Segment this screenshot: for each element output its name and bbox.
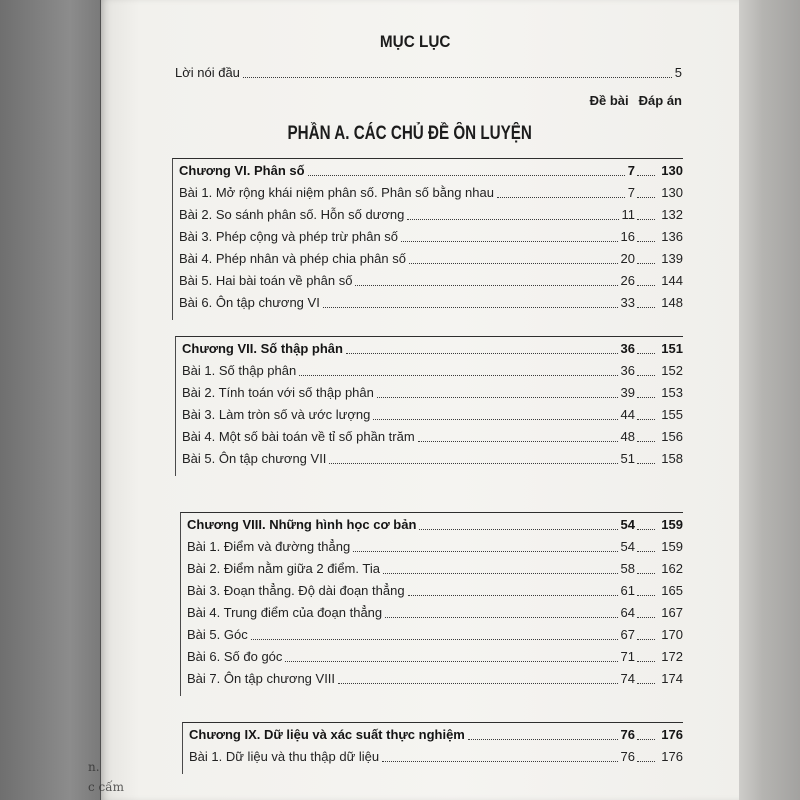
answer-page-number: 139 — [661, 251, 683, 266]
dot-leader — [637, 397, 655, 398]
dot-leader — [637, 241, 655, 242]
exercise-page-number: 33 — [620, 295, 635, 310]
lesson-row — [182, 448, 683, 470]
lesson-row — [187, 624, 683, 646]
exercise-page-number: 61 — [620, 583, 635, 598]
exercise-column-header: Đề bài — [589, 93, 629, 108]
dot-leader — [299, 375, 617, 376]
dot-leader — [338, 683, 618, 684]
dot-leader — [637, 307, 655, 308]
dot-leader — [637, 661, 655, 662]
adjacent-page-text: n. — [88, 760, 100, 774]
lesson-title: Bài 6. Số đo góc — [187, 649, 283, 664]
dot-leader — [637, 219, 655, 220]
lesson-row — [187, 602, 683, 624]
dot-leader — [637, 639, 655, 640]
exercise-page-number: 20 — [620, 251, 635, 266]
lesson-row — [179, 204, 683, 226]
dot-leader — [637, 353, 655, 354]
exercise-page-number: 44 — [620, 407, 635, 422]
answer-page-number: 165 — [661, 583, 683, 598]
lesson-title: Bài 1. Điểm và đường thẳng — [187, 539, 351, 554]
lesson-row — [182, 382, 683, 404]
lesson-row — [179, 248, 683, 270]
lesson-title: Bài 4. Một số bài toán về tỉ số phần trăm — [182, 429, 415, 444]
right-background — [738, 0, 800, 800]
lesson-title: Bài 1. Dữ liệu và thu thập dữ liệu — [189, 749, 380, 764]
dot-leader — [637, 595, 655, 596]
dot-leader — [637, 573, 655, 574]
preface-page-number: 5 — [674, 65, 682, 80]
dot-leader — [409, 263, 618, 264]
lesson-title: Bài 3. Làm tròn số và ước lượng — [182, 407, 371, 422]
lesson-title: Bài 4. Phép nhân và phép chia phân số — [179, 251, 406, 266]
dot-leader — [637, 197, 655, 198]
lesson-title: Bài 7. Ôn tập chương VIII — [187, 671, 336, 686]
dot-leader — [329, 463, 617, 464]
exercise-page-number: 76 — [620, 749, 635, 764]
answer-page-number: 151 — [661, 341, 683, 356]
chapter-section — [172, 158, 683, 320]
dot-leader — [468, 739, 618, 740]
lesson-row — [179, 292, 683, 314]
part-title-text: PHẦN A. CÁC CHỦ ĐỀ ÔN LUYỆN — [287, 123, 533, 144]
dot-leader — [418, 441, 618, 442]
adjacent-page-text: c cấm — [88, 780, 124, 794]
answer-page-number: 130 — [661, 185, 683, 200]
part-title — [100, 120, 720, 148]
column-headers — [540, 90, 682, 112]
answer-page-number: 155 — [661, 407, 683, 422]
lesson-title: Bài 1. Mở rộng khái niệm phân số. Phân số bằng nhau — [179, 185, 494, 200]
exercise-page-number: 11 — [621, 207, 635, 222]
dot-leader — [637, 375, 655, 376]
dot-leader — [377, 397, 618, 398]
dot-leader — [382, 761, 617, 762]
lesson-title: Bài 6. Ôn tập chương VI — [179, 295, 320, 310]
chapter-header-row — [189, 724, 683, 746]
answer-page-number: 159 — [661, 517, 683, 532]
dot-leader — [637, 441, 655, 442]
dot-leader — [497, 197, 625, 198]
answer-page-number: 144 — [661, 273, 683, 288]
page-title — [100, 30, 730, 54]
exercise-page-number: 7 — [627, 185, 635, 200]
dot-leader — [251, 639, 618, 640]
lesson-title: Bài 2. So sánh phân số. Hỗn số dương — [179, 207, 405, 222]
lesson-row — [182, 426, 683, 448]
lesson-row — [189, 746, 683, 768]
chapter-header-row — [179, 160, 683, 182]
exercise-page-number: 67 — [620, 627, 635, 642]
dot-leader — [637, 463, 655, 464]
dot-leader — [243, 77, 672, 78]
lesson-title: Bài 5. Hai bài toán về phân số — [179, 273, 353, 288]
lesson-title: Bài 3. Đoạn thẳng. Độ dài đoạn thẳng — [187, 583, 405, 598]
dot-leader — [637, 285, 655, 286]
exercise-page-number: 36 — [620, 363, 635, 378]
lesson-title: Bài 5. Góc — [187, 627, 248, 642]
lesson-title: Bài 2. Tính toán với số thập phân — [182, 385, 374, 400]
exercise-page-number: 58 — [620, 561, 635, 576]
dot-leader — [353, 551, 617, 552]
dot-leader — [637, 529, 655, 530]
answer-page-number: 174 — [661, 671, 683, 686]
adjacent-page-surface — [0, 0, 100, 800]
dot-leader — [637, 175, 655, 176]
exercise-page-number: 36 — [620, 341, 635, 356]
answer-page-number: 148 — [661, 295, 683, 310]
answer-page-number: 172 — [661, 649, 683, 664]
exercise-page-number: 71 — [620, 649, 635, 664]
exercise-page-number: 48 — [620, 429, 635, 444]
dot-leader — [637, 263, 655, 264]
dot-leader — [637, 419, 655, 420]
dot-leader — [637, 683, 655, 684]
answer-page-number: 162 — [661, 561, 683, 576]
dot-leader — [385, 617, 617, 618]
chapter-section — [175, 336, 683, 476]
lesson-row — [187, 536, 683, 558]
chapter-header-row — [182, 338, 683, 360]
answer-page-number: 132 — [661, 207, 683, 222]
chapter-title: Chương VI. Phân số — [179, 163, 305, 178]
chapter-title: Chương VII. Số thập phân — [182, 341, 343, 356]
dot-leader — [408, 595, 618, 596]
dot-leader — [637, 761, 655, 762]
dot-leader — [383, 573, 618, 574]
exercise-page-number: 26 — [620, 273, 635, 288]
chapter-title: Chương VIII. Những hình học cơ bản — [187, 517, 417, 532]
preface-title: Lời nói đầu — [175, 65, 240, 80]
lesson-row — [187, 646, 683, 668]
answer-page-number: 159 — [661, 539, 683, 554]
answer-page-number: 152 — [661, 363, 683, 378]
answer-page-number: 176 — [661, 749, 683, 764]
answer-page-number: 176 — [661, 727, 683, 742]
chapter-header-row — [187, 514, 683, 536]
exercise-page-number: 51 — [620, 451, 635, 466]
chapter-section — [182, 722, 683, 774]
dot-leader — [407, 219, 618, 220]
exercise-page-number: 54 — [620, 539, 635, 554]
dot-leader — [346, 353, 618, 354]
dot-leader — [637, 617, 655, 618]
lesson-row — [182, 360, 683, 382]
page-title-text: MỤC LỤC — [379, 32, 451, 51]
lesson-title: Bài 5. Ôn tập chương VII — [182, 451, 327, 466]
lesson-row — [179, 270, 683, 292]
exercise-page-number: 64 — [620, 605, 635, 620]
lesson-title: Bài 1. Số thập phân — [182, 363, 297, 378]
answer-page-number: 130 — [661, 163, 683, 178]
dot-leader — [323, 307, 618, 308]
dot-leader — [419, 529, 617, 530]
preface-row — [175, 62, 682, 84]
chapter-title: Chương IX. Dữ liệu và xác suất thực nghiệm — [189, 727, 465, 742]
exercise-page-number: 7 — [627, 163, 635, 178]
dot-leader — [637, 551, 655, 552]
lesson-title: Bài 3. Phép cộng và phép trừ phân số — [179, 229, 399, 244]
answer-page-number: 156 — [661, 429, 683, 444]
exercise-page-number: 76 — [620, 727, 635, 742]
dot-leader — [355, 285, 617, 286]
exercise-page-number: 54 — [620, 517, 635, 532]
answer-page-number: 136 — [661, 229, 683, 244]
lesson-row — [182, 404, 683, 426]
lesson-title: Bài 2. Điểm nằm giữa 2 điểm. Tia — [187, 561, 380, 576]
dot-leader — [373, 419, 617, 420]
chapter-section — [180, 512, 683, 696]
lesson-row — [179, 182, 683, 204]
dot-leader — [401, 241, 618, 242]
exercise-page-number: 16 — [620, 229, 635, 244]
lesson-row — [187, 580, 683, 602]
dot-leader — [285, 661, 617, 662]
answer-page-number: 153 — [661, 385, 683, 400]
dot-leader — [637, 739, 655, 740]
answer-column-header: Đáp án — [638, 93, 682, 108]
exercise-page-number: 39 — [620, 385, 635, 400]
lesson-row — [187, 558, 683, 580]
exercise-page-number: 74 — [620, 671, 635, 686]
lesson-row — [187, 668, 683, 690]
answer-page-number: 158 — [661, 451, 683, 466]
lesson-title: Bài 4. Trung điểm của đoạn thẳng — [187, 605, 383, 620]
dot-leader — [308, 175, 625, 176]
answer-page-number: 167 — [661, 605, 683, 620]
answer-page-number: 170 — [661, 627, 683, 642]
lesson-row — [179, 226, 683, 248]
